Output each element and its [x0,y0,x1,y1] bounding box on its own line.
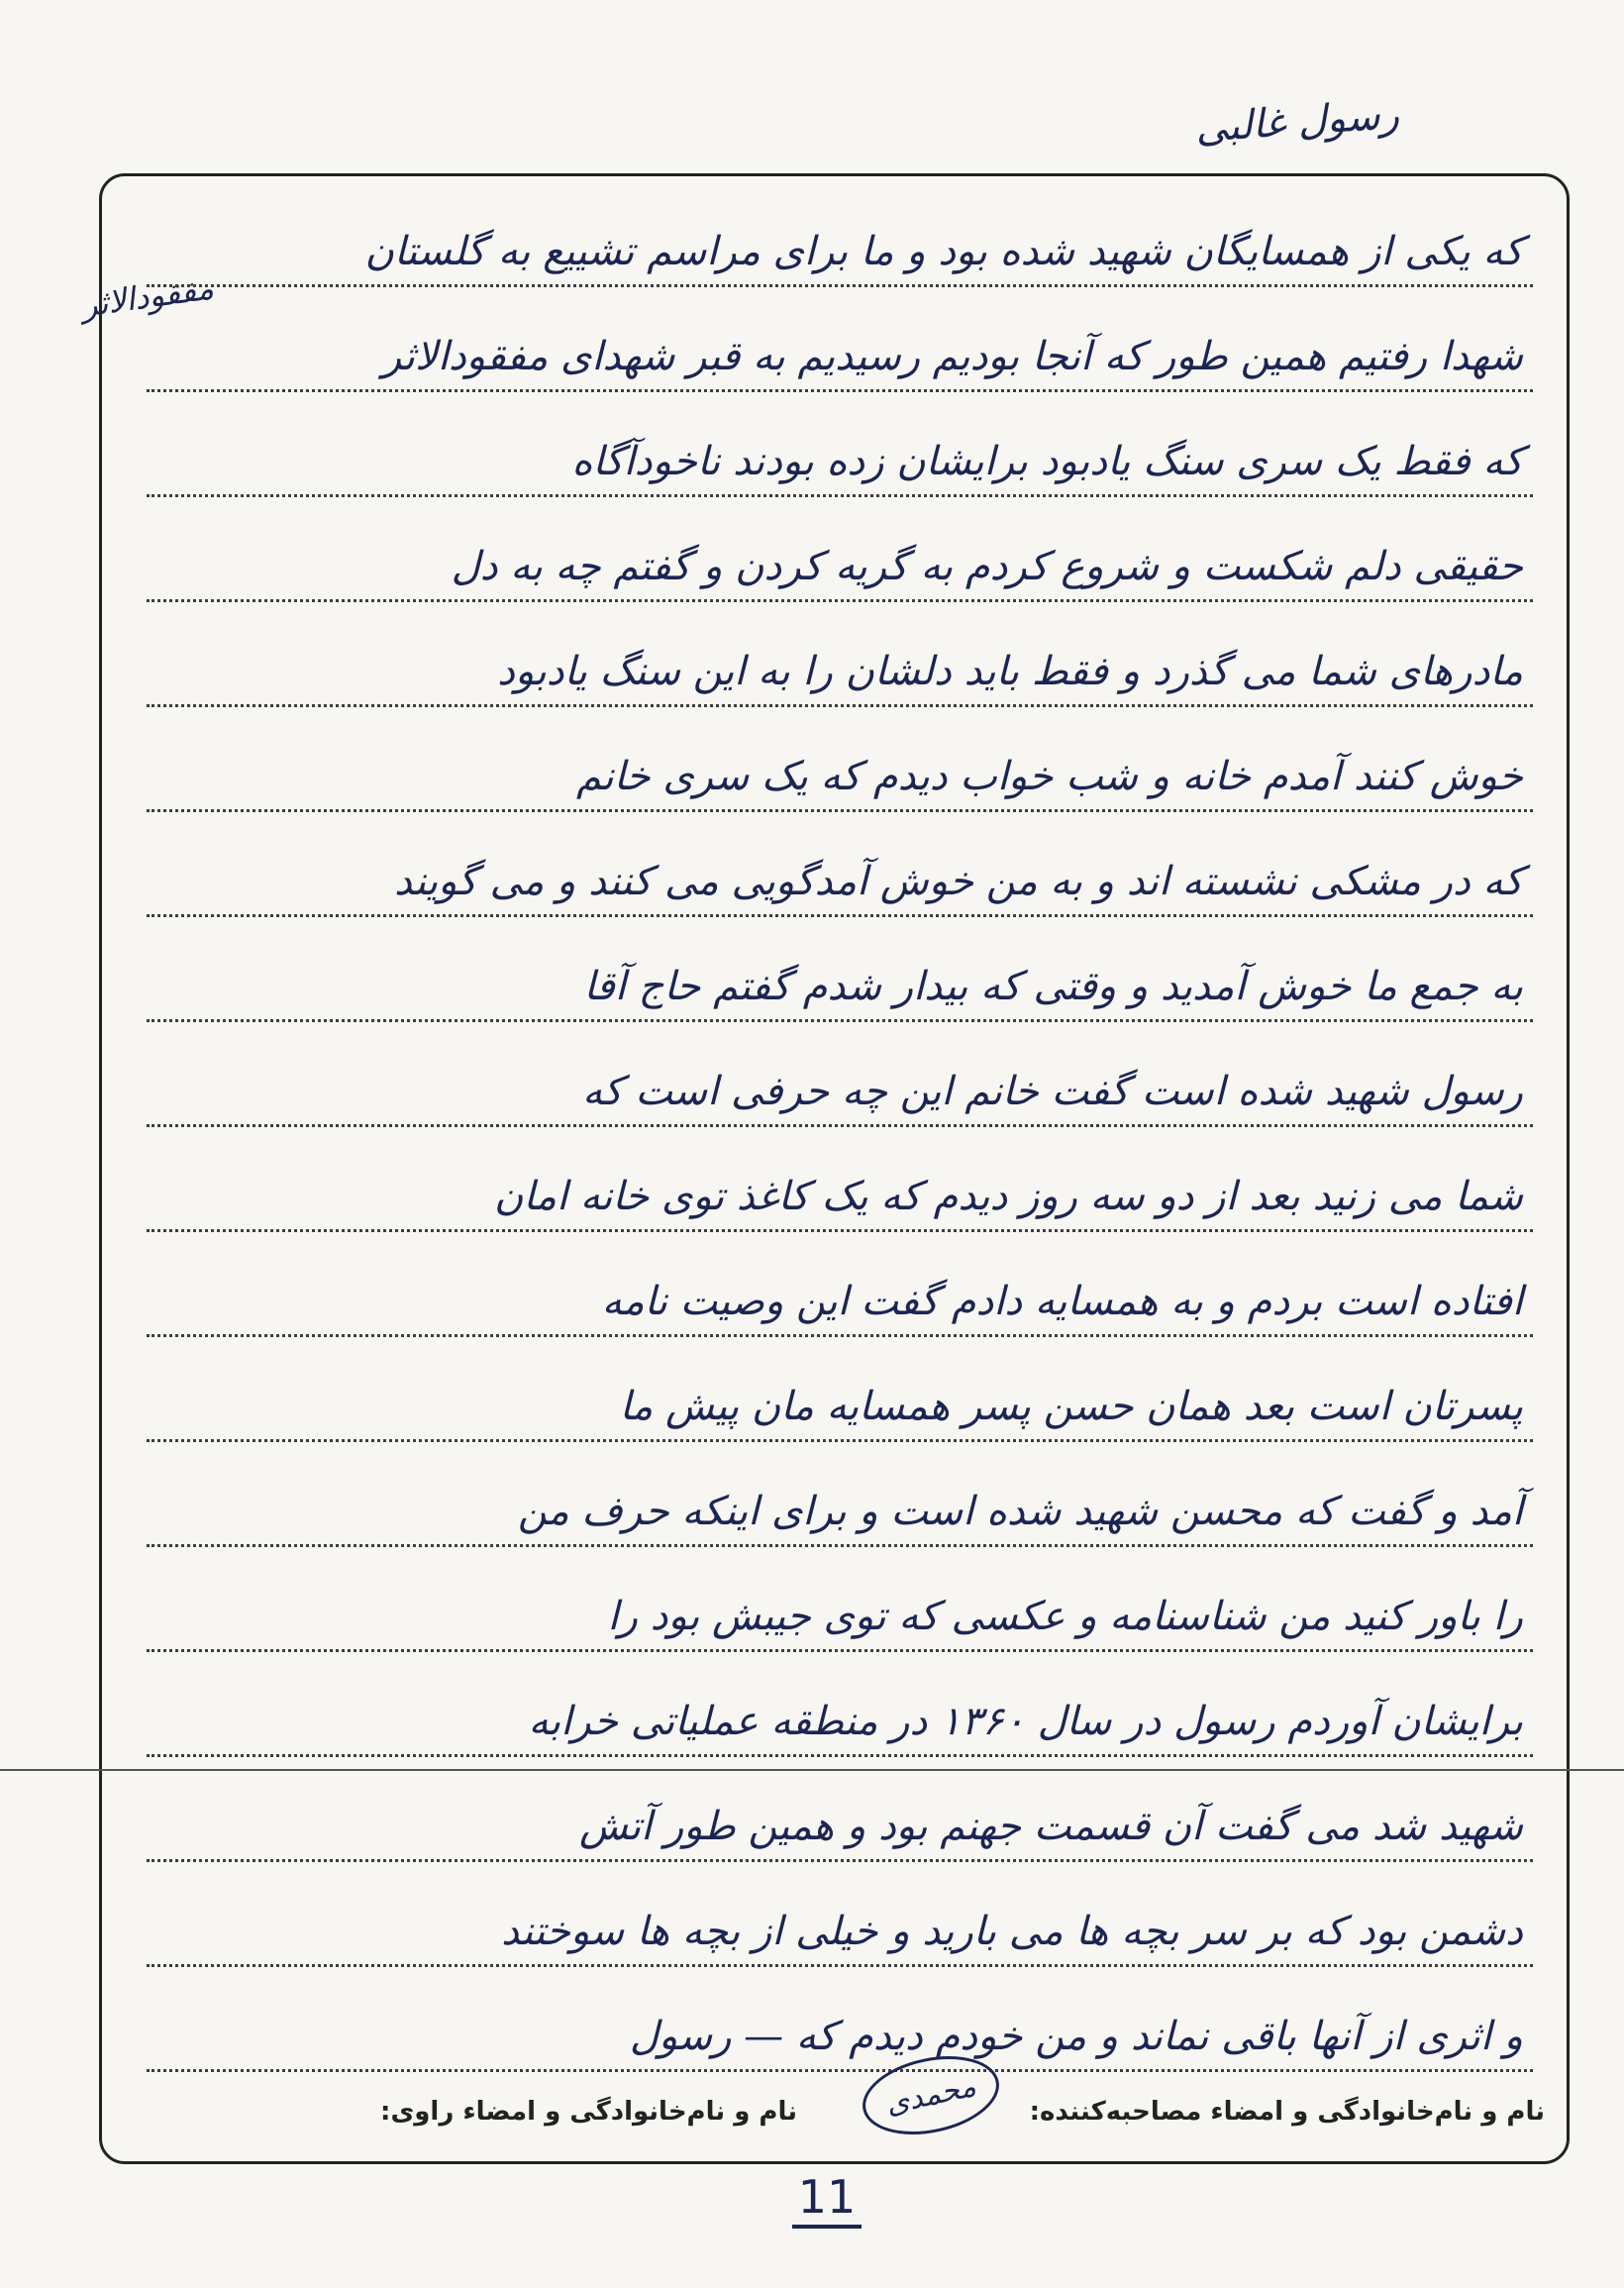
text-line-content: برایشان آوردم رسول در سال ۱۳۶۰ در منطقه عملیاتی خرابه [528,1699,1523,1744]
margin-note: مفقودالاثر [79,268,216,325]
text-line [147,812,1533,917]
text-line-content: و اثری از آنها باقی نماند و من خودم دیدم که — رسول [629,2014,1523,2059]
text-line-content: را باور کنید من شناسنامه و عکسی که توی جیبش بود را [607,1594,1523,1639]
text-line-content: رسول شهید شده است گفت خانم این چه حرفی است که [582,1069,1523,1114]
text-line [147,1862,1533,1967]
page-title: رسول غالبی [1193,91,1401,153]
text-line-content: آمد و گفت که محسن شهید شده است و برای اینکه حرف من [517,1489,1523,1534]
text-line [147,497,1533,602]
text-line-content: شهدا رفتیم همین طور که آنجا بودیم رسیدیم به قبر شهدای مفقودالاثر [381,334,1523,379]
text-line-content: مادرهای شما می گذرد و فقط باید دلشان را به این سنگ یادبود [497,649,1523,694]
page-number: 11 [792,2169,862,2229]
interviewer-signature: محمدی [856,2044,1007,2145]
text-line [147,1337,1533,1442]
narrator-signature-label: نام و نام‌خانوادگی و امضاء راوی: [380,2097,797,2127]
text-line-content: پسرتان است بعد همان حسن پسر همسایه مان پیش ما [619,1384,1523,1429]
text-line-content: شما می زنید بعد از دو سه روز دیدم که یک کاغذ توی خانه امان [494,1174,1523,1219]
text-line [147,602,1533,707]
text-line-content: که در مشکی نشسته اند و به من خوش آمدگویی می کنند و می گویند [393,859,1523,904]
text-line [147,1652,1533,1757]
text-line [147,392,1533,497]
text-line [147,707,1533,812]
text-line-content: که فقط یک سری سنگ یادبود برایشان زده بودند ناخودآگاه [571,439,1523,484]
text-line [147,1442,1533,1547]
text-line [147,1022,1533,1127]
text-line-content: دشمن بود که بر سر بچه ها می بارید و خیلی از بچه ها سوختند [501,1909,1523,1954]
text-line [147,1127,1533,1232]
footer [109,2085,1545,2144]
text-line-content: که یکی از همسایگان شهید شده بود و ما برای مراسم تشییع به گلستان [364,229,1523,274]
text-line-content: خوش کنند آمدم خانه و شب خواب دیدم که یک سری خانم [575,754,1523,799]
stray-horizontal-line [0,1769,1624,1771]
text-line-content: به جمع ما خوش آمدید و وقتی که بیدار شدم گفتم حاج آقا [583,964,1523,1009]
text-line [147,1547,1533,1652]
text-line-content: افتاده است بردم و به همسایه دادم گفت این وصیت نامه [601,1279,1523,1324]
interviewer-signature-label: نام و نام‌خانوادگی و امضاء مصاحبه‌کننده: [1029,2097,1545,2127]
text-line [147,917,1533,1022]
text-line [147,182,1533,287]
text-line [147,1967,1533,2072]
text-line [147,1757,1533,1862]
text-line [147,1232,1533,1337]
text-line [147,287,1533,392]
text-line-content: شهید شد می گفت آن قسمت جهنم بود و همین طور آتش [579,1804,1523,1849]
text-line-content: حقیقی دلم شکست و شروع کردم به گریه کردن و گفتم چه به دل [451,544,1523,589]
